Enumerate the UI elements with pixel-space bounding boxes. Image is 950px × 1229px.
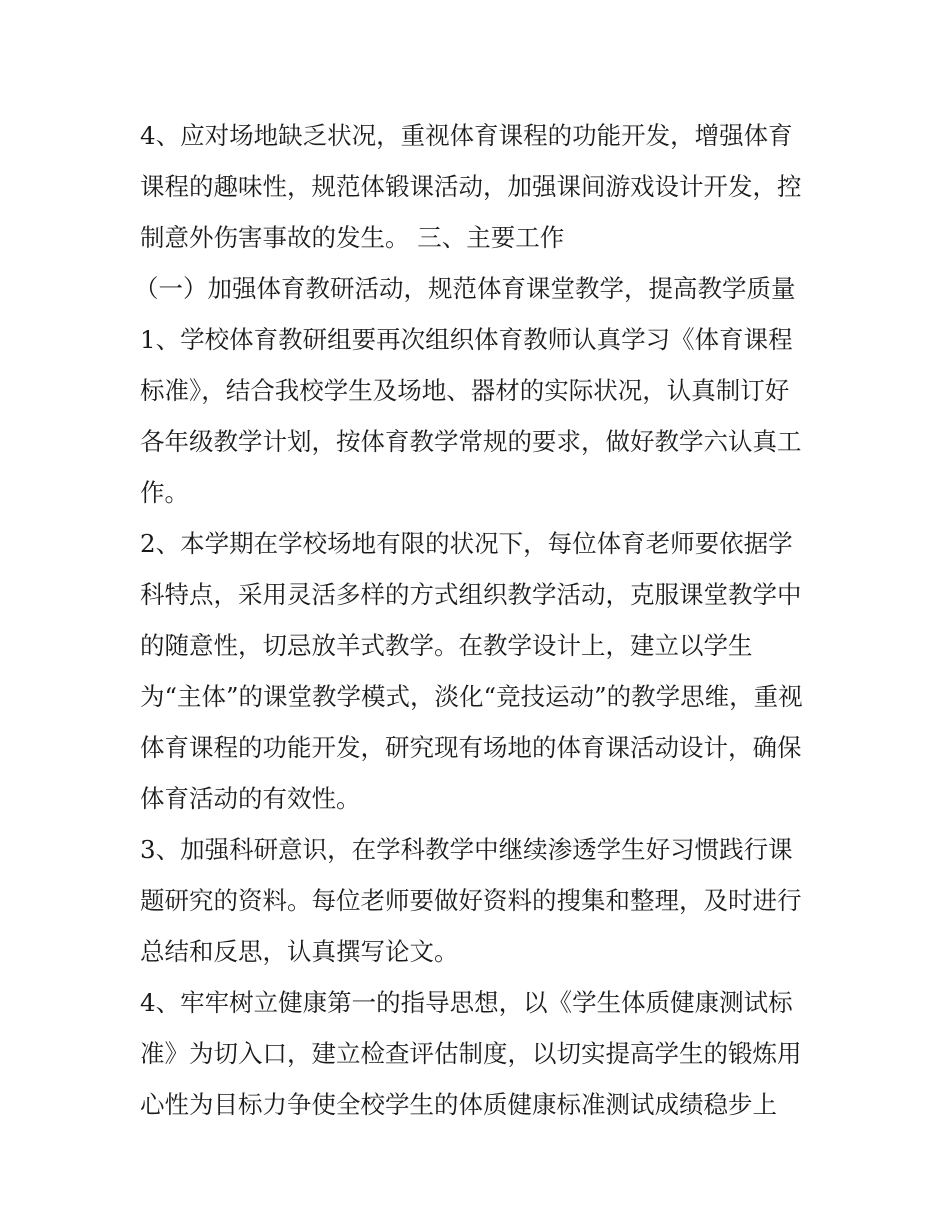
text-line: 体育课程的功能开发，研究现有场地的体育课活动设计，确保 xyxy=(140,733,802,762)
text-line: 科特点，采用灵活多样的方式组织教学活动，克服课堂教学中 xyxy=(140,580,802,609)
text-line: 1、学校体育教研组要再次组织体育教师认真学习《体育课程 xyxy=(140,325,793,354)
text-line: 课程的趣味性，规范体锻课活动，加强课间游戏设计开发，控 xyxy=(140,172,802,201)
section-heading-line: （一）加强体育教研活动，规范体育课堂教学，提高教学质量 xyxy=(134,274,796,303)
text-line: 准》为切入口，建立检查评估制度，以切实提高学生的锻炼用 xyxy=(140,1039,802,1068)
text-line: 4、应对场地缺乏状况，重视体育课程的功能开发，增强体育 xyxy=(140,121,793,150)
text-line: 题研究的资料。每位老师要做好资料的搜集和整理，及时进行 xyxy=(140,886,802,915)
text-line: 制意外伤害事故的发生。 三、主要工作 xyxy=(140,223,565,252)
text-line: 为“主体”的课堂教学模式，淡化“竞技运动”的教学思维，重视 xyxy=(140,682,803,711)
text-line: 3、加强科研意识，在学科教学中继续渗透学生好习惯践行课 xyxy=(140,835,793,864)
text-line: 各年级教学计划，按体育教学常规的要求，做好教学六认真工 xyxy=(140,427,802,456)
text-line: 体育活动的有效性。 xyxy=(140,784,361,813)
text-line: 作。 xyxy=(140,478,189,507)
document-body xyxy=(134,110,820,1130)
text-line: 2、本学期在学校场地有限的状况下，每位体育老师要依据学 xyxy=(140,529,793,558)
text-line: 4、牢牢树立健康第一的指导思想，以《学生体质健康测试标 xyxy=(140,988,793,1017)
text-line: 总结和反思，认真撰写论文。 xyxy=(140,937,459,966)
text-line: 标准》，结合我校学生及场地、器材的实际状况，认真制订好 xyxy=(140,376,790,405)
text-line: 的随意性，切忌放羊式教学。在教学设计上，建立以学生 xyxy=(140,631,753,660)
text-line: 心性为目标力争使全校学生的体质健康标准测试成绩稳步上 xyxy=(140,1090,777,1119)
